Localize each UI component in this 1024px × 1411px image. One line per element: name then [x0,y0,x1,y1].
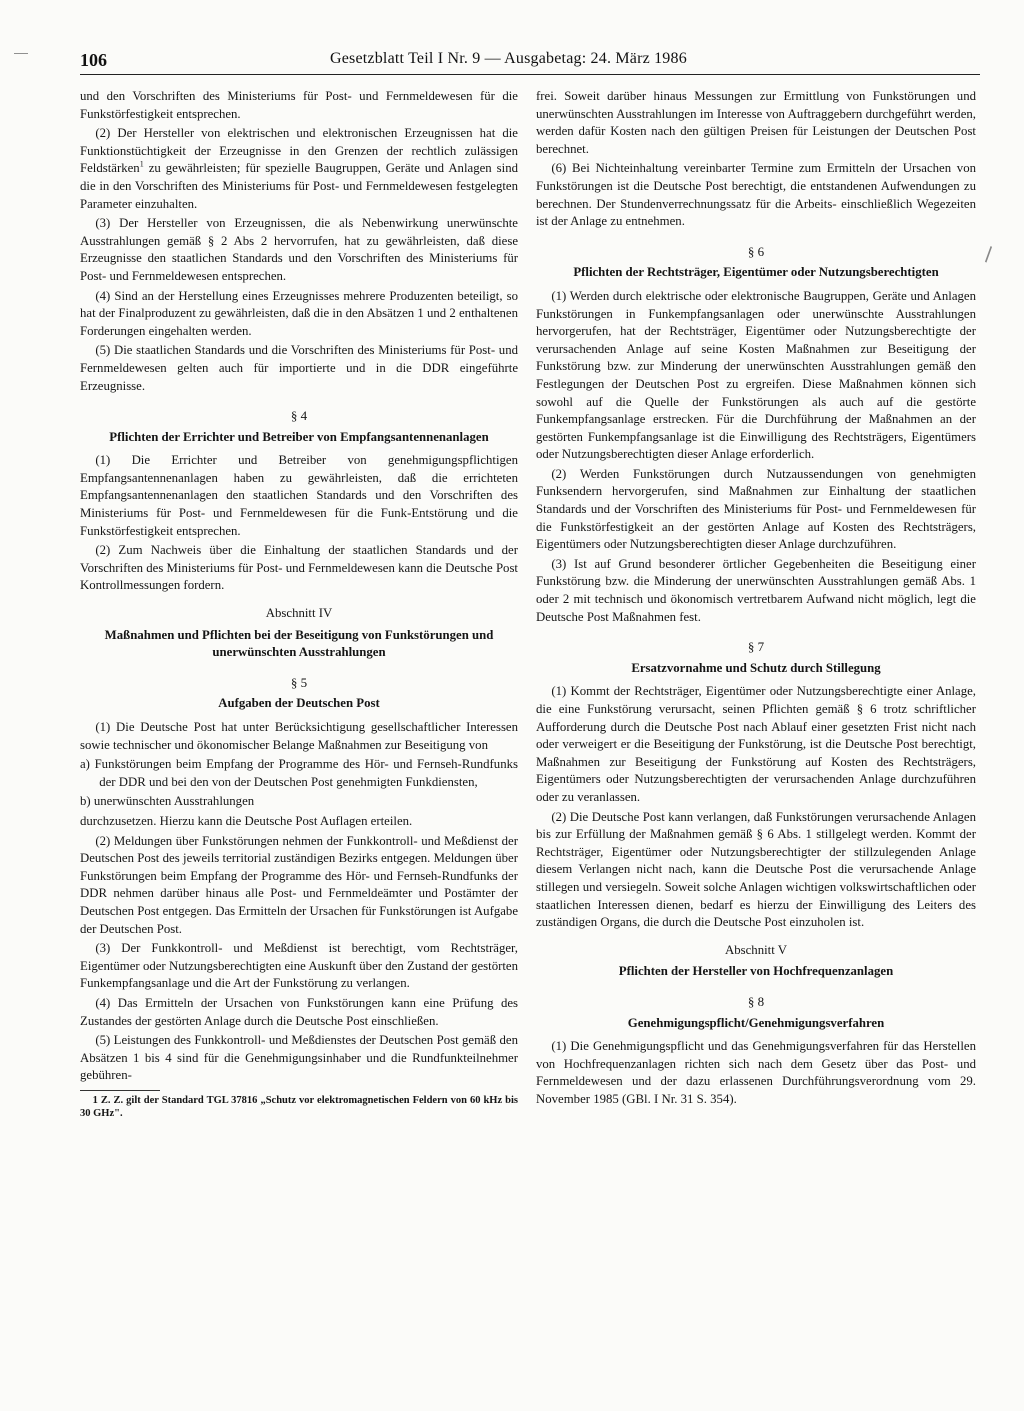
paragraph: (1) Werden durch elektrische oder elektronische Baugruppen, Geräte und Anlagen Funkstörungen in Funkempfangsanlagen oder unerwünschte Ausstrahlungen hervorgerufen, hat der Rechtsträger, Eigentümer oder Nutzungsberechtigte der verursachenden Anlage auf seine Kosten Maßnahmen zur Beseitigung der Funkstörung bzw. zur Minderung der unerwünschten Ausstrahlungen gemäß den Festlegungen der Deutschen Post zu ergreifen. Diese Maßnahmen können sich sowohl auf die Quelle der Funkstörungen als auch auf die gestörte Funkempfangsanlage erstrecken. Für die Durchführung der Maßnahmen an der gestörten Funkempfangsanlage ist die Einwilligung des Rechtsträgers, Eigentümers oder Nutzungsberechtigten dieser Anlage erforderlich. [536,288,976,462]
paragraph-text: zu gewährleisten; für spezielle Baugruppen, Geräte und Anlagen sind die in den Vorschriften des Ministeriums für Post- und Fernmeldewesen festgelegten Parameter einzuhalten. [80,161,518,211]
scan-mark-stroke: \ [978,242,999,267]
footnote-ref: 1 [139,160,144,170]
paragraph: (2) Zum Nachweis über die Einhaltung der staatlichen Standards und der Vorschriften des Ministeriums für Post- und Fernmeldewesen kann die Deutsche Post Kontrollmessungen fordern. [80,543,518,593]
paragraph: (1) Die Deutsche Post hat unter Berücksichtigung gesellschaftlicher Interessen sowie technischer und ökonomischer Belange Maßnahmen zur Beseitigung von [80,720,518,752]
paragraph: (2) Werden Funkstörungen durch Nutzaussendungen von genehmigten Funksendern hervorgerufen, sind Maßnahmen zur Einhaltung der staatlichen Standards und der Vorschriften des Ministeriums für Post- und Fernmeldewesen für die Funkstörfestigkeit an der gestörten Anlage auf Kosten des Rechtsträgers, Eigentümers oder Nutzungsberechtigten dieser Anlage durchzuführen. [536,466,976,552]
page-number: 106 [80,50,107,70]
paragraph: (2) Meldungen über Funkstörungen nehmen der Funkkontroll- und Meßdienst der Deutschen Post des jeweils territorial zuständigen Bezirks entgegen. Meldungen über Funkstörungen beim Empfang der Programme des Hör- und Fernseh-Rundfunks der DDR nehmen darüber hinaus alle Post- und Fernmeldeämter und Postämter der Deutschen Post entgegen. Das Ermitteln der Ursachen für Funkstörungen ist Aufgabe der Deutschen Post. [80,833,518,936]
paragraph: (5) Leistungen des Funkkontroll- und Meßdienstes der Deutschen Post gemäß den Absätzen 1 bis 4 sind für die Genehmigungsinhaber und die Rundfunkteilnehmer gebühren- [80,1033,518,1083]
gazette-title: Gesetzblatt Teil I Nr. 9 — Ausgabetag: 24. März 1986 [330,50,687,67]
section-number: § 6 [747,243,765,259]
left-column [80,88,518,1122]
paragraph: (1) Die Errichter und Betreiber von genehmigungspflichtigen Empfangsantennenanlagen haben zu gewährleisten, daß die errichteten Empfangsantennenanlagen den staatlichen Standards und den Vorschriften des Ministeriums für Post- und Fernmeldewesen für die Funk-Entstörung und die Funkstörfestigkeit entsprechen. [80,453,518,538]
paragraph: und den Vorschriften des Ministeriums für Post- und Fernmeldewesen für die Funkstörfestigkeit entsprechen. [80,89,518,121]
scan-mark-dash: — [14,44,28,60]
right-column [536,88,976,1110]
section-title: Genehmigungspflicht/Genehmigungsverfahren [627,1015,885,1030]
chapter-label: Abschnitt V [725,942,787,957]
section-title: Pflichten der Errichter und Betreiber von Empfangsantennenanlagen [109,429,489,444]
paragraph: (3) Der Hersteller von Erzeugnissen, die als Nebenwirkung unerwünschte Ausstrahlungen gemäß § 2 Abs 2 hervorrufen, hat zu gewährleisten, daß diese Erzeugnisse den staatlichen Standards und den Vorschriften des Ministeriums für Post- und Fernmeldewesen entsprechen. [80,216,518,283]
chapter-title: Maßnahmen und Pflichten bei der Beseitigung von Funkstörungen und unerwünschten Ausstrahlungen [104,627,494,660]
paragraph: (1) Die Genehmigungspflicht und das Genehmigungsverfahren für das Herstellen von Hochfrequenzanlagen richten sich nach dem Gesetz über das Post- und Fernmeldewesen und der dazu erlassenen Durchführungsverordnung vom 29. November 1985 (GBl. I Nr. 31 S. 354). [536,1039,976,1106]
paragraph: (5) Die staatlichen Standards und die Vorschriften des Ministeriums für Post- und Fernmeldewesen gelten auch für importierte und in die DDR eingeführte Erzeugnisse. [80,343,518,393]
section-number: § 5 [290,674,308,690]
paragraph: (4) Das Ermitteln der Ursachen von Funkstörungen kann eine Prüfung des Zustandes der gestörten Anlage durch die Deutsche Post einschließen. [80,995,518,1028]
paragraph: (4) Sind an der Herstellung eines Erzeugnisses mehrere Produzenten beteiligt, so hat der Finalproduzent zu gewährleisten, daß die in den Absätzen 1 und 2 enthaltenen Forderungen eingehalten werden. [80,288,518,338]
section-number: § 7 [747,639,765,655]
list-item: b) unerwünschten Ausstrahlungen [80,794,255,809]
section-title: Pflichten der Rechtsträger, Eigentümer oder Nutzungsberechtigten [573,265,939,280]
paragraph: frei. Soweit darüber hinaus Messungen zur Ermittlung von Funkstörungen und unerwünschten Ausstrahlungen im Interesse von Auftraggebern durchgeführt werden, werden dafür Kosten nach den gültigen Preisen für Leistungen der Deutschen Post berechnet. [536,89,976,156]
page-header [80,50,980,74]
paragraph [80,125,518,213]
header-rule [80,74,980,75]
chapter-title: Pflichten der Hersteller von Hochfrequenzanlagen [618,964,894,979]
paragraph: (3) Der Funkkontroll- und Meßdienst ist berechtigt, vom Rechtsträger, Eigentümer oder Nutzungsberechtigten eine Auskunft über den Zustand der gestörten Funkempfangsanlage und die Art der Funkstörung zu verlangen. [80,941,518,991]
paragraph: (6) Bei Nichteinhaltung vereinbarter Termine zum Ermitteln der Ursachen von Funkstörungen ist die Deutsche Post berechtigt, die entstandenen Aufwendungen zu berechnen. Der Stundenverrechnungssatz für die Arbeits- einschließlich Wegezeiten ist der Anlage zu entnehmen. [536,161,976,229]
paragraph: (1) Kommt der Rechtsträger, Eigentümer oder Nutzungsberechtigte einer Anlage, die eine Funkstörung verursacht, seinen Pflichten gemäß § 6 trotz schriftlicher Aufforderung durch die Deutsche Post nach Ablauf einer gesetzten Frist nicht nach oder verweigert er die Beseitigung der Funkstörung, ist die Deutsche Post berechtigt, Maßnahmen zur Beseitigung der Funkstörung auf Kosten des Rechtsträgers, Eigentümers oder Nutzungsberechtigten der verursachenden Anlage durchzuführen oder zu veranlassen. [536,684,976,804]
section-title: Aufgaben der Deutschen Post [218,696,380,711]
section-number: § 8 [747,993,765,1009]
paragraph: (2) Die Deutsche Post kann verlangen, daß Funkstörungen verursachende Anlagen bis zur Erfüllung der Maßnahmen gemäß § 6 Abs. 1 stillgelegt werden. Kommt der Rechtsträger, Eigentümer oder Nutzungsberechtigter der stillzulegenden Anlage diesem Verlangen nicht nach, kann die Deutsche Post die verursachende Anlage stillegen und versiegeln. Soweit solche Anlagen wichtigen volkswirtschaftlichen oder staatlichen Interessen dienen, bedarf es hierzu der Einwilligung des Leiters des zuständigen Organs, die durch die Deutsche Post einzuholen ist. [536,809,976,930]
paragraph-text: (2) Der Hersteller von elektrischen und elektronischen Erzeugnissen hat die Funktionstüchtigkeit der Erzeugnisse in den Grenzen der rechtlich zulässigen Feldstärken [80,126,518,176]
footnote-rule [80,1090,160,1091]
section-number: § 4 [290,408,308,424]
paragraph: (3) Ist auf Grund besonderer örtlicher Gegebenheiten die Beseitigung einer Funkstörung bzw. die Minderung der unerwünschten Ausstrahlungen gemäß Abs. 1 oder 2 mit technisch und ökonomisch vertretbarem Aufwand nicht möglich, legt die Deutsche Post Maßnahmen fest. [536,556,976,624]
footnote: 1 Z. Z. gilt der Standard TGL 37816 „Schutz vor elektromagnetischen Feldern von 60 kHz bis 30 GHz". [80,1094,518,1119]
section-title: Ersatzvornahme und Schutz durch Stillegung [631,660,881,675]
paragraph: durchzusetzen. Hierzu kann die Deutsche Post Auflagen erteilen. [80,813,413,828]
chapter-label: Abschnitt IV [265,606,333,621]
list-item: a) Funkstörungen beim Empfang der Programme des Hör- und Fernseh-Rundfunks der DDR und bei den von der Deutschen Post genehmigten Funkdiensten, [80,757,518,789]
